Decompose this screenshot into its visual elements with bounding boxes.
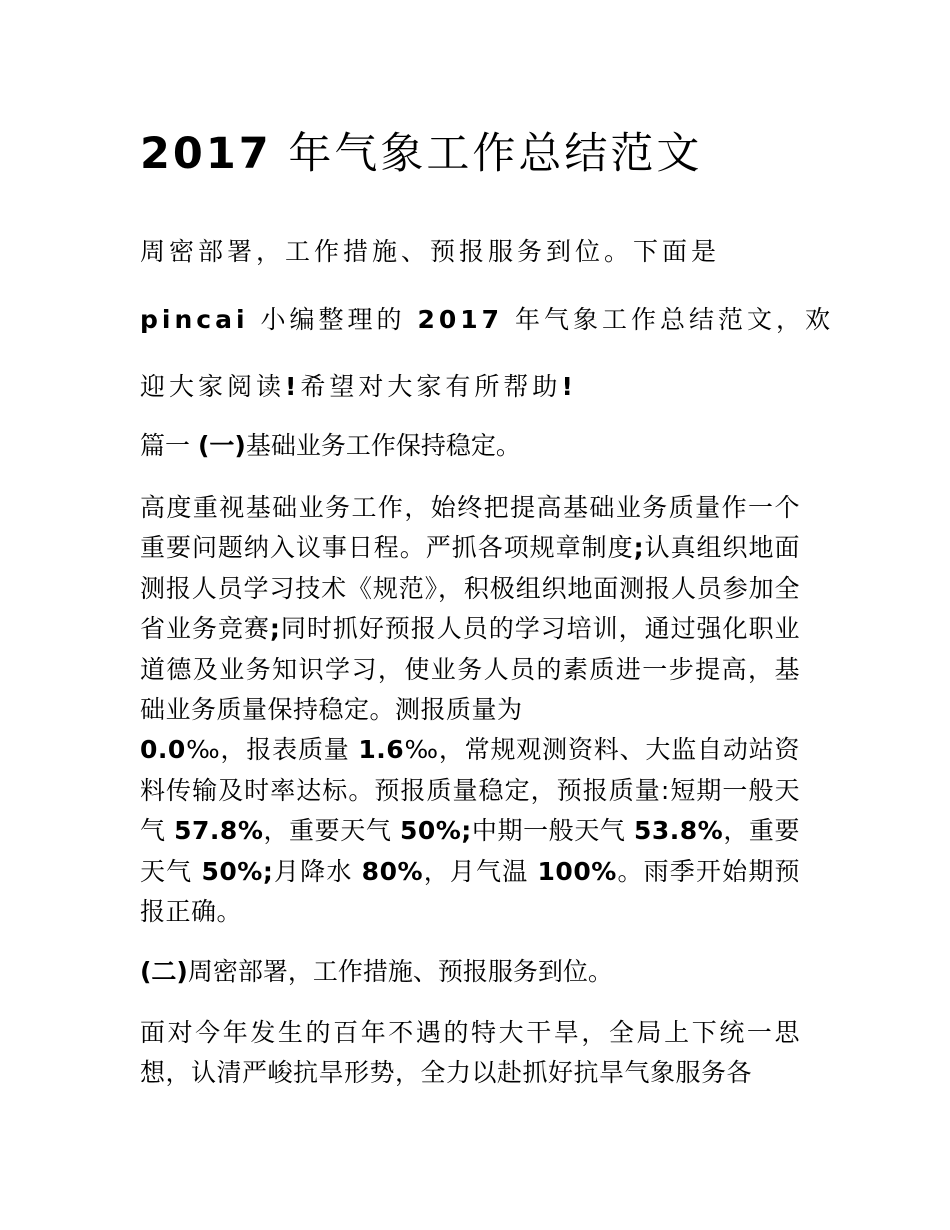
paragraph-text: ; (269, 614, 281, 644)
paragraph-value: 53.8% (634, 816, 724, 846)
paragraph-text: 认真组织地面测报人员学习技术《规范》，积极组织地面测报人员参加全省业务竞赛 (140, 533, 800, 644)
intro-text: ! (285, 372, 301, 401)
paragraph-value: 0.0 (140, 735, 186, 765)
section-number: (二) (140, 957, 188, 986)
paragraph-1 (140, 488, 800, 932)
intro-text: 小编整理的 (248, 305, 418, 334)
title-year: 2017 (140, 129, 272, 179)
paragraph-text: ，月气温 (423, 856, 538, 886)
paragraph-text: 中期一般天气 (471, 816, 634, 846)
paragraph-text: ‰，常规观测资料、大监自动站资料传输及时率达标。预报质量稳定，预报质量:短期一般天气 (140, 735, 801, 846)
intro-year: 2017 (417, 305, 504, 334)
paragraph-value: 50%; (201, 856, 274, 886)
paragraph-text: ‰，报表质量 (185, 735, 359, 765)
paragraph-text: ; (633, 533, 645, 563)
paragraph-value: 1.6 (358, 735, 405, 765)
intro-line-2 (140, 302, 834, 338)
paragraph-text: 同时抓好预报人员的学习培训，通过强化职业道德及业务知识学习，使业务人员的素质进一步提高，基础业务质量保持稳定。测报质量为 (140, 614, 800, 725)
section-label: 篇一 (140, 431, 198, 460)
intro-text: 年气象工作总结范文，欢 (503, 305, 834, 334)
intro-text: 迎大家阅读 (140, 372, 286, 401)
section-title: 基础业务工作保持稳定。 (245, 431, 521, 460)
section-number: (一) (197, 431, 246, 460)
intro-text: 希望对大家有所帮助 (300, 372, 562, 401)
section-title: 周密部署，工作措施、预报服务到位。 (187, 957, 613, 986)
paragraph-value: 57.8% (174, 816, 264, 846)
document-title (140, 124, 820, 184)
intro-line-1: 周密部署，工作措施、预报服务到位。下面是 (140, 237, 721, 266)
intro-text: ! (561, 372, 577, 401)
paragraph-2: 面对今年发生的百年不遇的特大干旱，全局上下统一思想，认清严峻抗旱形势，全力以赴抓好抗旱气象服务各 (140, 1018, 800, 1088)
title-text: 年气象工作总结范文 (271, 129, 703, 179)
intro-line-3 (140, 369, 820, 405)
paragraph-text: ，重要天气 (263, 816, 400, 846)
intro-author-name: pincai (140, 305, 249, 334)
paragraph-text: ，重要天气 (140, 816, 801, 886)
paragraph-text: 。雨季开始期预报正确。 (140, 856, 801, 927)
section-heading-1 (140, 428, 820, 464)
section-heading-2 (140, 954, 820, 990)
paragraph-text: 高度重视基础业务工作，始终把提高基础业务质量作一个重要问题纳入议事日程。严抓各项规章制度 (140, 493, 800, 563)
paragraph-value: 50%; (399, 816, 472, 846)
paragraph-text: 月降水 (273, 856, 362, 886)
paragraph-value: 80% (361, 856, 424, 886)
paragraph-value: 100% (537, 856, 617, 886)
